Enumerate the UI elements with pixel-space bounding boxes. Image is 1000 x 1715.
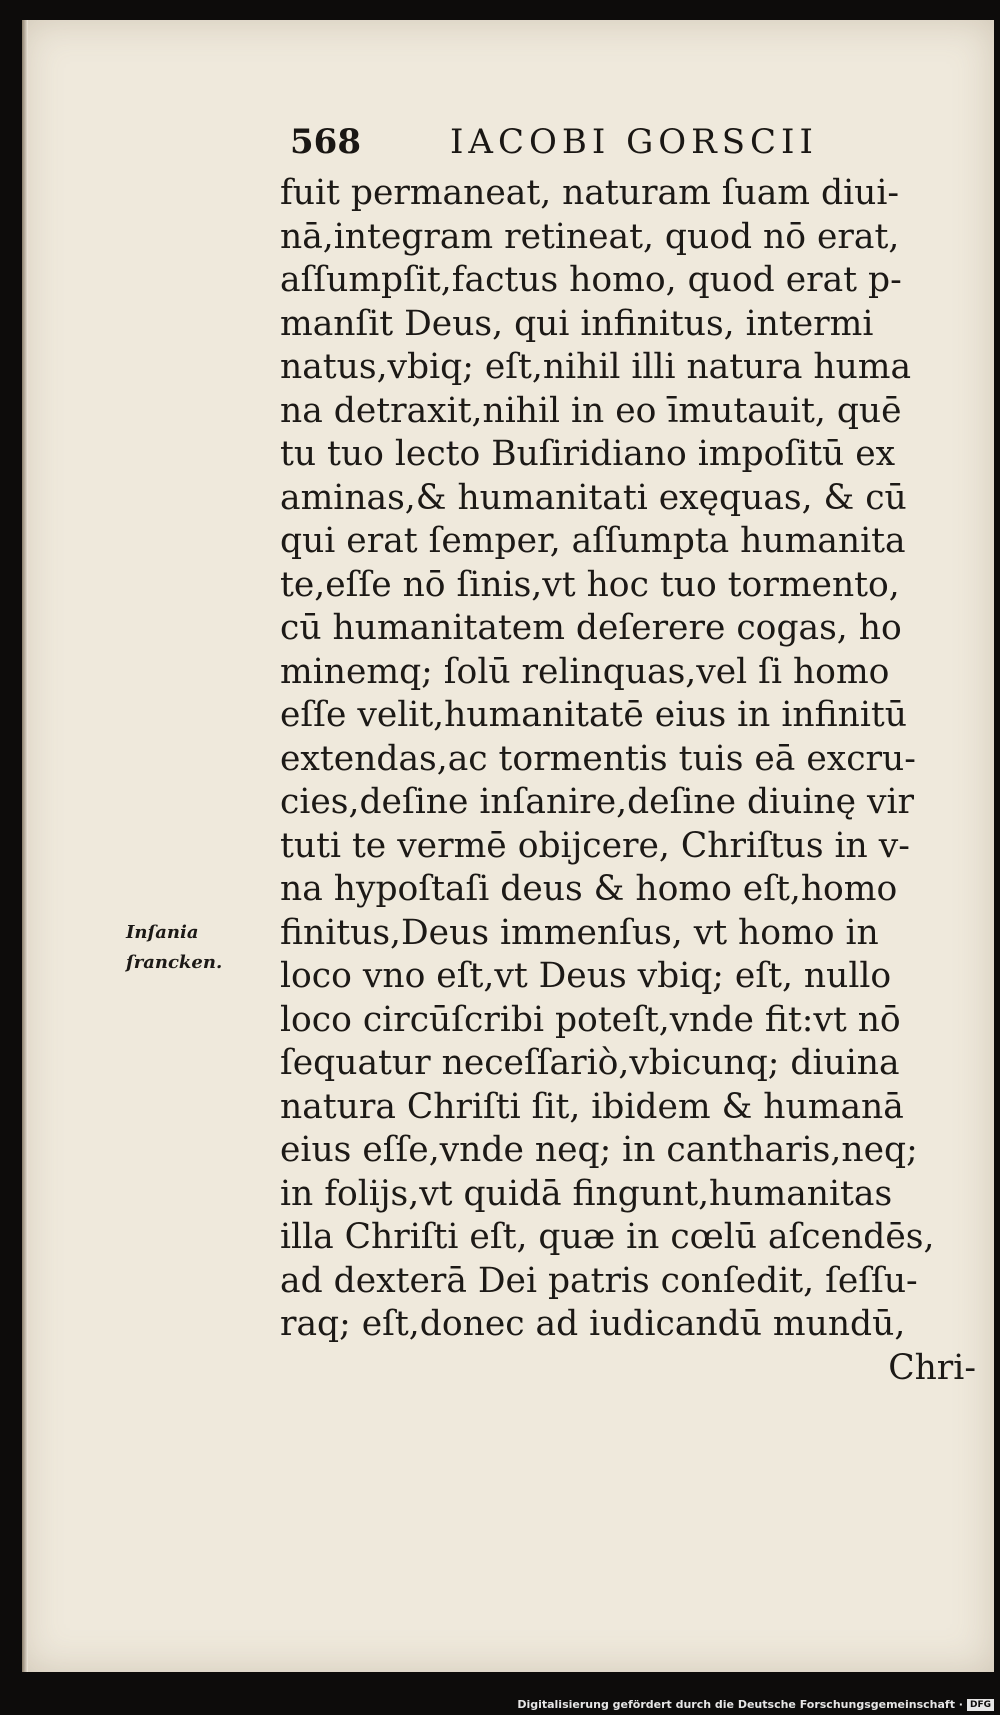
body-text — [280, 172, 980, 1390]
text-line: tu tuo lecto Buſiridiano impoſitū ex — [280, 434, 896, 474]
text-line: loco vno eſt,vt Deus vbiq; eſt, nullo — [280, 956, 892, 996]
text-line: fuit permaneat, naturam ſuam diui- — [280, 173, 900, 213]
book-page — [22, 20, 994, 1672]
text-line: cies,deſine inſanire,deſine diuinę vir — [280, 782, 914, 822]
dfg-logo-icon: DFG — [967, 1699, 994, 1711]
text-line: finitus,Deus immenſus, vt homo in — [280, 912, 879, 953]
text-line: cū humanitatem deſerere cogas, ho — [280, 608, 902, 648]
text-line: aſſumpſit,factus homo, quod erat p- — [280, 260, 902, 300]
text-line: extendas,ac tormentis tuis eā excru- — [280, 738, 916, 779]
marginal-note — [126, 918, 222, 978]
text-line: ſequatur neceſſariò,vbicunq; diuina — [280, 1043, 900, 1083]
text-line: na hypoſtaſi deus & homo eſt,homo — [280, 869, 898, 909]
text-line: in folijs,vt quidā fingunt,humanitas — [280, 1173, 893, 1214]
text-line: nā,integram retineat, quod nō erat, — [280, 216, 900, 257]
text-line: tuti te vermē obijcere, Chriſtus in v- — [280, 825, 910, 866]
footer-credit: Digitalisierung gefördert durch die Deutsche Forschungsgemeinschaft · — [517, 1698, 963, 1711]
page-header — [290, 112, 990, 172]
text-line: te,eſſe nō ſinis,vt hoc tuo tormento, — [280, 564, 900, 605]
marginal-note-line: Inſania — [126, 922, 199, 943]
text-line: manſit Deus, qui infinitus, intermi — [280, 303, 874, 344]
text-line: na detraxit,nihil in eo īmutauit, quē — [280, 390, 902, 431]
text-line: aminas,& humanitati exęquas, & cū — [280, 477, 907, 518]
catchword: Chri- — [888, 1347, 976, 1388]
text-line: natus,vbiq; eſt,nihil illi natura huma — [280, 347, 912, 387]
text-line: qui erat ſemper, aſſumpta humanita — [280, 521, 906, 561]
page-number: 568 — [290, 122, 361, 162]
marginal-note-line: ſrancken. — [126, 952, 223, 973]
page-edge-shadow — [22, 20, 28, 1672]
text-line: ad dexterā Dei patris conſedit, ſeſſu- — [280, 1260, 918, 1301]
digitization-footer — [517, 1698, 994, 1711]
text-line: raq; eſt,donec ad iudicandū mundū, — [280, 1304, 906, 1344]
text-line: illa Chriſti eſt, quæ in cœlū aſcendēs, — [280, 1217, 935, 1257]
text-line: eſſe velit,humanitatē eius in infinitū — [280, 695, 907, 735]
text-line: eius eſſe,vnde neq; in cantharis,neq; — [280, 1130, 918, 1170]
text-line: loco circūſcribi poteſt,vnde fit:vt nō — [280, 999, 901, 1040]
text-line: natura Chriſti ſit, ibidem & humanā — [280, 1086, 904, 1127]
running-head: IACOBI GORSCII — [450, 122, 818, 162]
text-line: minemq; ſolū relinquas,vel ſi homo — [280, 651, 890, 692]
